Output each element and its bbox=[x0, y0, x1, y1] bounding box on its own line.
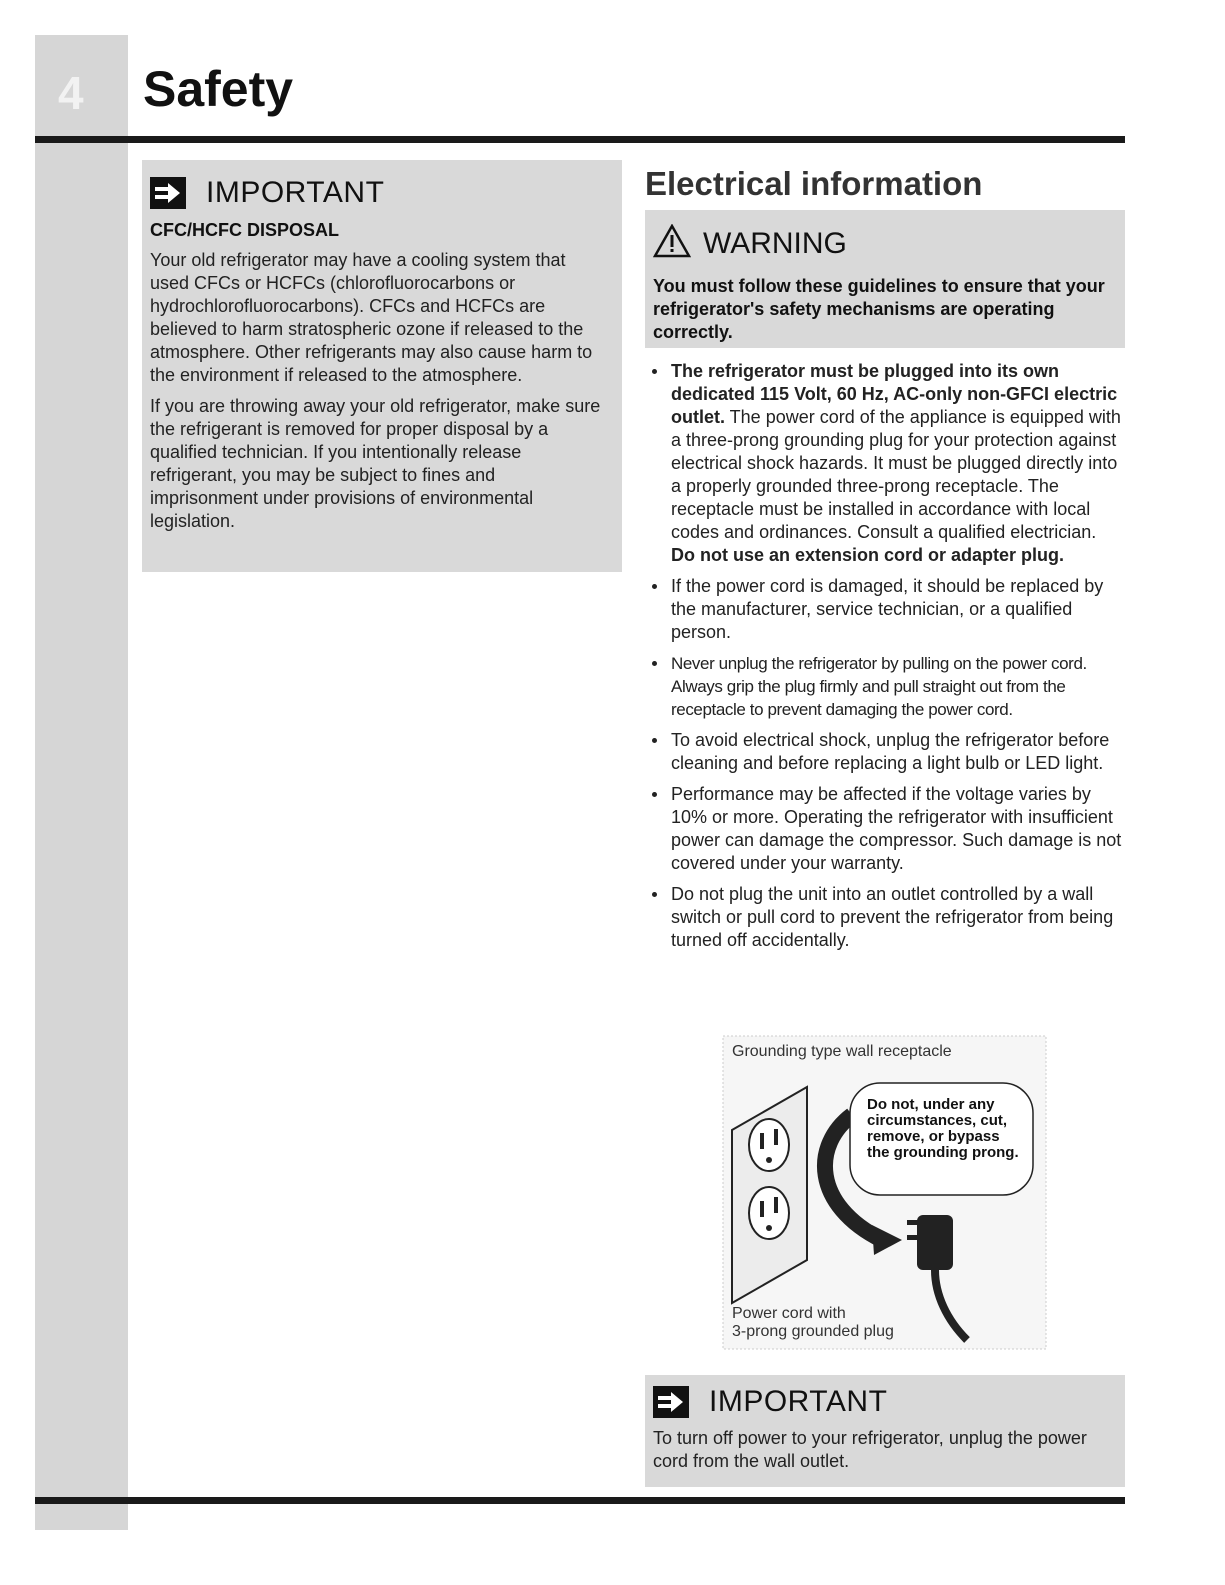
disposal-paragraph-1: Your old refrigerator may have a cooling system that used CFCs or HCFCs (chlorofluorocarbons or hydrochlorofluorocarbons). CFCs and HCFCs are believed to harm stratospheric ozone if released to the atmosphere. Other refrigerants may also cause harm to the environment if released to the atmosphere. bbox=[150, 250, 593, 385]
top-divider bbox=[35, 136, 1125, 143]
important-disposal-box bbox=[142, 160, 622, 572]
power-cord-label-line-2: 3-prong grounded plug bbox=[732, 1323, 894, 1340]
right-arrow-icon bbox=[653, 1386, 689, 1418]
bullet-text: Performance may be affected if the voltage varies by 10% or more. Operating the refrigerator with insufficient power can damage the compressor. Such damage is not covered under your warranty. bbox=[671, 784, 1122, 873]
important-header bbox=[150, 176, 608, 210]
list-item bbox=[652, 883, 1122, 952]
warning-box bbox=[645, 210, 1125, 348]
important-title: IMPORTANT bbox=[709, 1385, 888, 1418]
disposal-heading: CFC/HCFC DISPOSAL bbox=[150, 220, 339, 240]
callout-text: Do not, under any circumstances, cut, remove, or bypass the grounding prong. bbox=[867, 1096, 1019, 1161]
receptacle-label: Grounding type wall receptacle bbox=[732, 1043, 952, 1060]
bullet-bold-tail: Do not use an extension cord or adapter plug. bbox=[671, 545, 1065, 565]
page-title: Safety bbox=[143, 61, 294, 117]
power-cord-label-line-1: Power cord with bbox=[732, 1305, 846, 1322]
list-item bbox=[652, 783, 1122, 875]
list-item bbox=[652, 360, 1122, 567]
page-number: 4 bbox=[58, 67, 84, 119]
bullet-text: Never unplug the refrigerator by pulling on the power cord. Always grip the plug firmly and pull straight out from the receptacle to prevent damaging the power cord. bbox=[671, 654, 1087, 719]
warning-text: You must follow these guidelines to ensure that your refrigerator's safety mechanisms are operating correctly. bbox=[653, 276, 1105, 342]
bullet-text: To avoid electrical shock, unplug the refrigerator before cleaning and before replacing a light bulb or LED light. bbox=[671, 730, 1110, 773]
section-title: Electrical information bbox=[645, 165, 983, 202]
list-item bbox=[652, 729, 1122, 775]
electrical-guidelines-list bbox=[652, 360, 1122, 960]
power-cord-label bbox=[732, 1305, 894, 1341]
important-unplug-box bbox=[645, 1375, 1125, 1487]
bullet-text: Do not plug the unit into an outlet controlled by a wall switch or pull cord to prevent the refrigerator from being turned off accidentally. bbox=[671, 884, 1114, 950]
warning-triangle-icon bbox=[653, 224, 691, 263]
warning-header bbox=[653, 224, 1115, 263]
list-item bbox=[652, 575, 1122, 644]
grounding-plug-figure bbox=[722, 1035, 1047, 1350]
disposal-paragraph-2: If you are throwing away your old refrigerator, make sure the refrigerant is removed for proper disposal by a qualified technician. If you intentionally release refrigerant, you may be subject to fines and imprisonment under provisions of environmental legislation. bbox=[150, 396, 601, 531]
bottom-divider bbox=[35, 1497, 1125, 1504]
right-arrow-icon bbox=[150, 177, 186, 209]
warning-title: WARNING bbox=[703, 226, 847, 260]
unplug-text: To turn off power to your refrigerator, unplug the power cord from the wall outlet. bbox=[653, 1428, 1087, 1471]
bullet-bold-lead: The refrigerator must be plugged into its own dedicated 115 Volt, 60 Hz, AC-only non-GFCI electric outlet. bbox=[671, 361, 1118, 427]
list-item bbox=[652, 652, 1122, 721]
bullet-text: The power cord of the appliance is equipped with a three-prong grounding plug for your protection against electrical shock hazards. It must be plugged directly into a properly grounded three-prong receptacle. The receptacle must be installed in accordance with local codes and ordinances. Consult a qualified electrician. bbox=[671, 407, 1121, 542]
side-tab bbox=[35, 35, 128, 1530]
important-header bbox=[653, 1385, 1115, 1419]
important-title: IMPORTANT bbox=[206, 176, 385, 209]
outlet-illustration bbox=[722, 1035, 1047, 1350]
bullet-text: If the power cord is damaged, it should be replaced by the manufacturer, service technician, or a qualified person. bbox=[671, 576, 1104, 642]
